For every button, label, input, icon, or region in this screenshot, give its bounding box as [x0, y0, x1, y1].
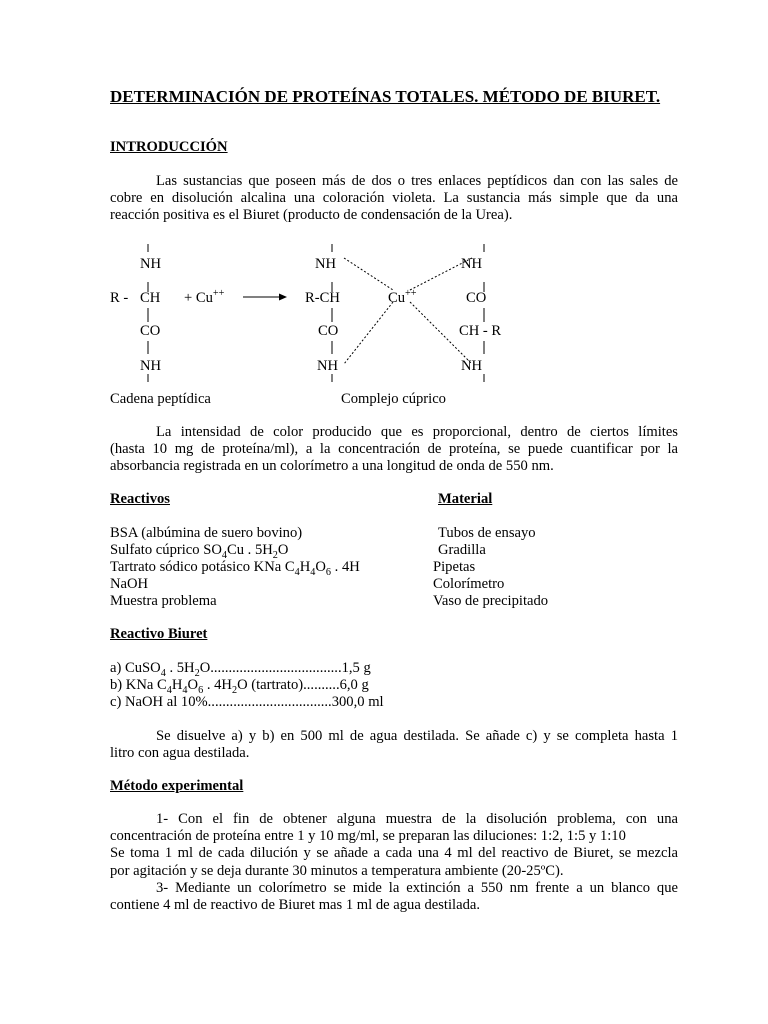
right-nh-top: NH [461, 256, 483, 272]
metodo-paragraph [110, 811, 678, 914]
left-cu-charge: ++ [212, 288, 225, 300]
left-ch: CH [140, 290, 161, 306]
biuret-a-tail: O....................................1,5 g [199, 660, 371, 676]
left-cu-reagent [184, 290, 224, 307]
biuret-heading: Reactivo Biuret [110, 626, 208, 642]
intensity-paragraph [110, 424, 678, 476]
biuret-b-o: O [187, 677, 199, 693]
metodo-line-3: Se toma 1 ml de cada dilución y se añade a cada una 4 ml del reactivo de Biuret, se mezcla [110, 845, 678, 862]
reactivo-naoh: NaOH [110, 576, 149, 592]
copper-center [388, 290, 417, 307]
biuret-a-prefix: a) CuSO [110, 660, 161, 676]
material-vaso: Vaso de precipitado [433, 593, 549, 609]
reactivo-bsa: BSA (albúmina de suero bovino) [110, 525, 303, 541]
left-cu-text: + Cu [184, 290, 213, 306]
material-pipetas: Pipetas [433, 559, 476, 575]
left-co: CO [140, 323, 161, 339]
mid-rch: R-CH [305, 290, 340, 306]
reaction-diagram [100, 238, 520, 388]
material-tubos: Tubos de ensayo [438, 525, 536, 541]
metodo-line-1: 1- Con el fin de obtener alguna muestra de la disolución problema, con una [156, 811, 678, 827]
metodo-line-4: por agitación y se deja durante 30 minutos a temperatura ambiente (20-25ºC). [110, 862, 564, 879]
biuret-dissolve-paragraph [110, 728, 678, 762]
dissolve-line-1: Se disuelve a) y b) en 500 ml de agua destilada. Se añade c) y se completa hasta 1 [156, 728, 678, 744]
right-nh-bottom: NH [461, 358, 483, 374]
intensity-line-2: (hasta 10 mg de proteína/ml), a la concentración de proteína, se puede cuantificar por la [110, 441, 678, 458]
coord-bond-3 [344, 302, 393, 364]
metodo-line-6: contiene 4 ml de reactivo de Biuret mas 1 ml de agua destilada. [110, 897, 480, 914]
metodo-line-2: concentración de proteína entre 1 y 10 mg/ml, se preparan las diluciones: 1:2, 1:5 y 1:10 [110, 828, 626, 845]
reactivo-sulfato: Sulfato cúprico $SO_4Cu$ . $5H_2O$ [110, 542, 289, 561]
left-nh-bottom: NH [140, 358, 162, 374]
biuret-item-a: a) CuSO$_4$ . $5H_2O....................................1,5$ g [110, 660, 371, 679]
right-ch-r: CH - R [459, 323, 502, 339]
biuret-b-h: H [171, 677, 183, 693]
caption-peptide-chain: Cadena peptídica [110, 391, 211, 407]
reactivo-tartrato: Tartrato sódico potásico KNa $C_4H_4O_6$ . 4H [110, 559, 360, 578]
biuret-b-mid: . 4H [203, 677, 232, 693]
intro-line-2: cobre en disolución alcalina una coloración violeta. La sustancia más simple que da una [110, 190, 678, 207]
mid-nh-bottom: NH [317, 358, 339, 374]
mid-co: CO [318, 323, 339, 339]
intensity-line-1: La intensidad de color producido que es proporcional, dentro de ciertos límites [156, 424, 678, 440]
mid-nh-top: NH [315, 256, 337, 272]
right-co: CO [466, 290, 487, 306]
intro-line-3: reacción positiva es el Biuret (producto de condensación de la Urea). [110, 207, 513, 224]
document-title: DETERMINACIÓN DE PROTEÍNAS TOTALES. MÉTODO DE BIURET. [110, 87, 661, 106]
reaction-arrow-head [279, 294, 287, 301]
material-colorimetro: Colorímetro [433, 576, 505, 592]
dissolve-line-2: litro con agua destilada. [110, 745, 250, 762]
intro-paragraph [110, 173, 678, 225]
intro-heading: INTRODUCCIÓN [110, 139, 228, 155]
biuret-b-prefix: b) KNa C [110, 677, 167, 693]
metodo-heading: Método experimental [110, 778, 244, 794]
biuret-a-mid: . 5H [165, 660, 195, 676]
metodo-line-5: 3- Mediante un colorímetro se mide la extinción a 550 nm frente a un blanco que [156, 879, 678, 896]
biuret-b-tail: O (tartrato)..........6,0 g [237, 677, 369, 693]
reactivos-heading: Reactivos [110, 491, 170, 507]
copper-text: Cu [388, 290, 406, 306]
reactivo-muestra: Muestra problema [110, 593, 217, 609]
biuret-item-b: b) KNa $C_4H_4O_6$ . $4H_2O$ (tartrato)..........6,0 g [110, 677, 369, 696]
material-heading: Material [438, 491, 493, 507]
intro-line-1: Las sustancias que poseen más de dos o tres enlaces peptídicos dan con las sales de [156, 173, 678, 189]
biuret-item-c: c) NaOH al 10%..................................300,0 ml [110, 694, 384, 710]
left-r-group: R - [110, 290, 129, 306]
copper-charge: ++ [405, 288, 417, 300]
coord-bond-1 [344, 258, 393, 290]
left-nh-top: NH [140, 256, 162, 272]
caption-cupric-complex: Complejo cúprico [341, 391, 446, 407]
intensity-line-3: absorbancia registrada en un colorímetro a una longitud de onda de 550 nm. [110, 458, 554, 475]
material-gradilla: Gradilla [438, 542, 486, 558]
